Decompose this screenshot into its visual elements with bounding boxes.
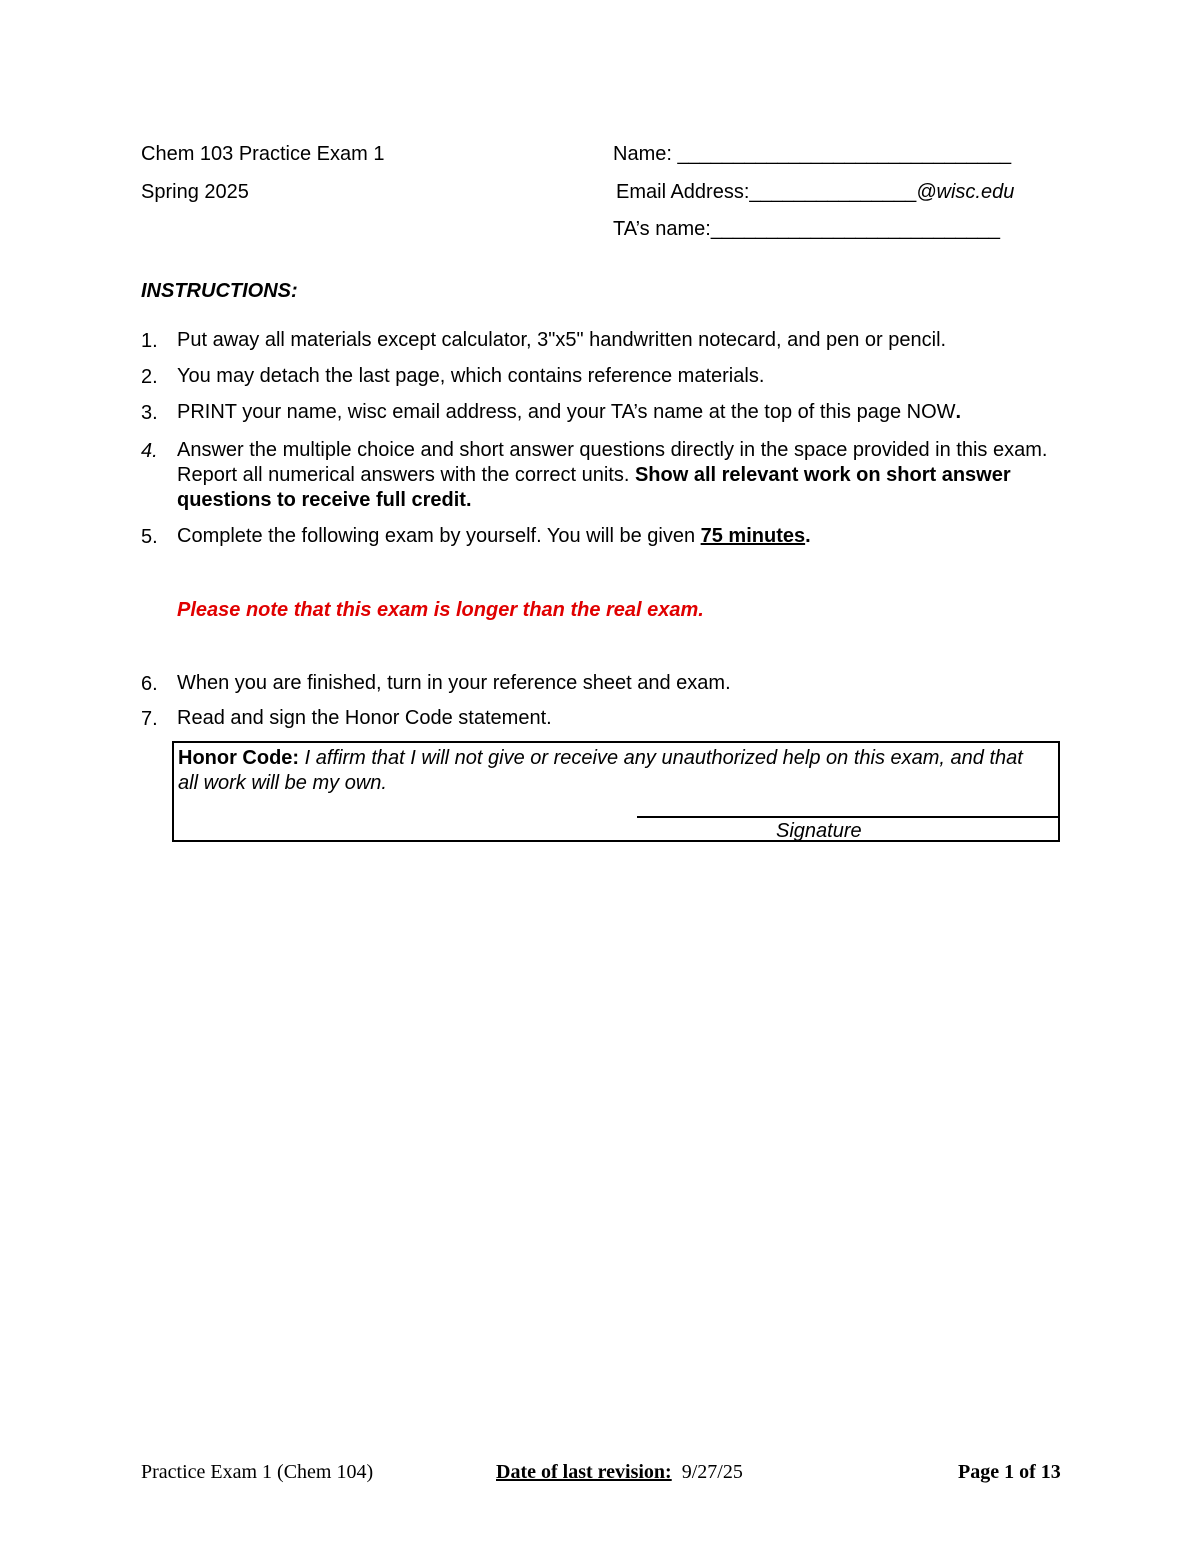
list-item: When you are finished, turn in your reference sheet and exam. <box>177 672 731 694</box>
length-note: Please note that this exam is longer than the real exam. <box>177 599 704 621</box>
ta-name-field[interactable]: TA’s name:__________________________ <box>613 218 1001 240</box>
list-item-number: 3. <box>141 402 158 424</box>
email-field[interactable] <box>616 181 1014 204</box>
list-item: Complete the following exam by yourself. You will be given 75 minutes. <box>177 525 811 547</box>
list-item: Answer the multiple choice and short answer questions directly in the space provided in this exam. Report all numerical answers with the correct units. Show all relevant work on short answer questions to receive full credit. <box>177 439 1048 511</box>
instructions-heading: INSTRUCTIONS: <box>141 280 298 302</box>
signature-label: Signature <box>776 820 862 842</box>
revision-label: Date of last revision: <box>496 1461 672 1483</box>
footer-revision <box>496 1461 743 1484</box>
time-limit: 75 minutes <box>700 525 806 547</box>
list-item-number: 4. <box>141 440 158 462</box>
list-item-number: 6. <box>141 673 158 695</box>
name-field[interactable]: Name: ______________________________ <box>613 143 1012 165</box>
honor-code-statement: Honor Code: I affirm that I will not give or receive any unauthorized help on this exam, and that all work will be my own. <box>178 747 1023 794</box>
list-item-number: 5. <box>141 526 158 548</box>
signature-line[interactable] <box>637 816 1060 818</box>
list-item-number: 1. <box>141 330 158 352</box>
footer-course: Practice Exam 1 (Chem 104) <box>141 1461 374 1483</box>
list-item: Read and sign the Honor Code statement. <box>177 707 552 729</box>
revision-date: 9/27/25 <box>681 1461 743 1483</box>
list-item-number: 2. <box>141 366 158 388</box>
page-number: Page 1 of 13 <box>958 1461 1061 1483</box>
list-item: You may detach the last page, which contains reference materials. <box>177 365 765 387</box>
list-item: PRINT your name, wisc email address, and your TA’s name at the top of this page NOW. <box>177 401 962 423</box>
honor-code-label: Honor Code: <box>178 747 300 769</box>
honor-code-box <box>172 741 1060 842</box>
list-item-number: 7. <box>141 708 158 730</box>
term: Spring 2025 <box>141 181 249 203</box>
email-domain: @wisc.edu <box>916 181 1015 203</box>
list-item: Put away all materials except calculator, 3"x5" handwritten notecard, and pen or pencil. <box>177 329 947 351</box>
email-field-label: Email Address:_______________ <box>616 181 917 203</box>
course-title: Chem 103 Practice Exam 1 <box>141 143 385 165</box>
